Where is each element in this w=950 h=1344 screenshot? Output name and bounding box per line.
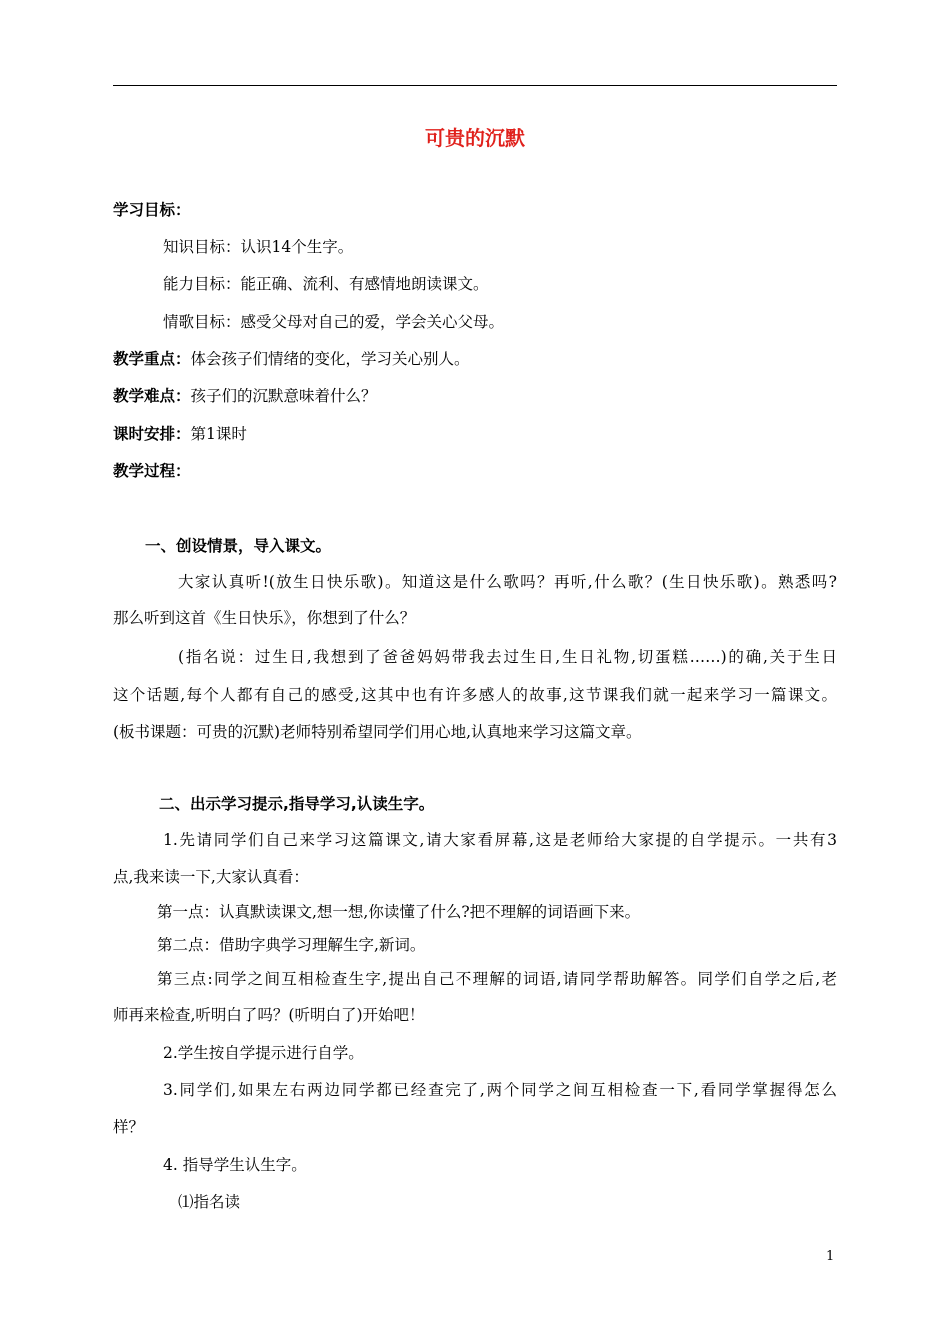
key-point-label: 教学重点： [113,350,191,368]
s1-paragraph2-line3: (板书课题：可贵的沉默)老师特别希望同学们用心地,认真地来学习这篇文章。 [113,723,642,741]
s2-item2: 2.学生按自学提示进行自学。 [163,1044,364,1062]
objective-knowledge: 知识目标：认识14个生字。 [163,238,354,256]
key-point-text: 体会孩子们情绪的变化，学习关心别人。 [190,350,470,368]
schedule-label: 课时安排： [113,425,191,443]
s2-point1: 第一点：认真默读课文,想一想,你读懂了什么?把不理解的词语画下来。 [157,903,641,921]
key-point-line [113,348,470,370]
objectives-heading: 学习目标： [113,201,191,219]
s2-point2: 第二点：借助字典学习理解生字,新词。 [157,936,426,954]
page-number: 1 [826,1249,835,1264]
document-title: 可贵的沉默 [425,126,525,150]
s2-item1-line2: 点,我来读一下,大家认真看： [113,868,309,886]
difficulty-label: 教学难点： [113,387,191,405]
schedule-text: 第1课时 [190,425,247,443]
difficulty-text: 孩子们的沉默意味着什么？ [190,387,377,405]
section2-heading: 二、出示学习提示,指导学习,认读生字。 [159,795,435,813]
s2-item3-line2: 样？ [113,1118,145,1136]
s2-item4-sub1: ⑴指名读 [178,1193,241,1211]
s1-paragraph1-line2: 那么听到这首《生日快乐》，你想到了什么？ [113,609,416,627]
objective-ability: 能力目标：能正确、流利、有感情地朗读课文。 [163,275,489,293]
s1-paragraph1-line1: 大家认真听!(放生日快乐歌)。知道这是什么歌吗？再听,什么歌？(生日快乐歌)。熟悉吗? [178,573,837,591]
objective-emotion: 情歌目标：感受父母对自己的爱，学会关心父母。 [163,313,505,331]
s2-point3-line1: 第三点:同学之间互相检查生字,提出自己不理解的词语,请同学帮助解答。同学们自学之后,老 [157,970,837,988]
process-heading: 教学过程： [113,462,191,480]
difficulty-line [113,385,377,407]
header-rule [113,85,837,86]
schedule-line [113,423,247,445]
s1-paragraph2-line2: 这个话题,每个人都有自己的感受,这其中也有许多感人的故事,这节课我们就一起来学习一篇课文。 [113,686,837,704]
s1-paragraph2-line1: (指名说：过生日,我想到了爸爸妈妈带我去过生日,生日礼物,切蛋糕……)的确,关于生日 [178,648,837,666]
s2-item3-line1: 3.同学们,如果左右两边同学都已经查完了,两个同学之间互相检查一下,看同学掌握得怎么 [163,1081,837,1099]
section1-heading: 一、创设情景，导入课文。 [145,537,332,555]
s2-item4: 4. 指导学生认生字。 [163,1156,307,1174]
s2-point3-line2: 师再来检查,听明白了吗？(听明白了)开始吧！ [113,1006,425,1024]
s2-item1-line1: 1.先请同学们自己来学习这篇课文,请大家看屏幕,这是老师给大家提的自学提示。一共有3 [163,831,837,849]
